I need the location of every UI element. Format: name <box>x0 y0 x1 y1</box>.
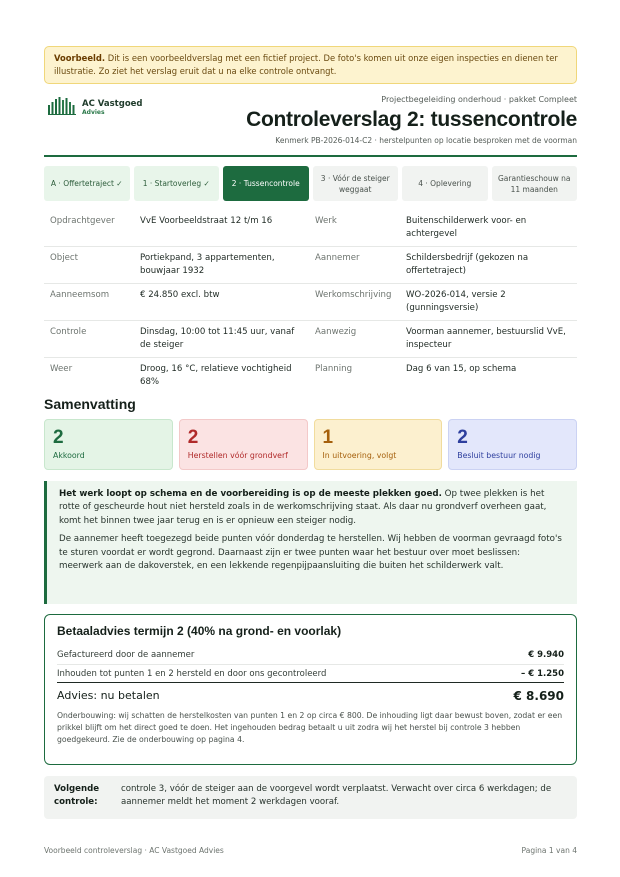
title-divider <box>44 155 577 157</box>
info-key: Werkomschrijving <box>309 284 400 321</box>
logo-subtitle: Advies <box>82 109 105 116</box>
progress-stepper <box>44 166 577 201</box>
status-card-besluit <box>448 419 577 470</box>
step-oplevering: 4 · Oplevering <box>402 166 488 201</box>
info-value: Buitenschilderwerk voor- en achtergevel <box>400 210 577 247</box>
info-value: Droog, 16 °C, relatieve vochtigheid 68% <box>140 364 292 387</box>
project-info-table <box>44 210 577 394</box>
step-startoverleg: 1 · Startoverleg ✓ <box>134 166 220 201</box>
payment-row-label: Gefactureerd door de aannemer <box>57 650 195 660</box>
step-offertetraject: A · Offertetraject ✓ <box>44 166 130 201</box>
info-value: € 24.850 excl. btw <box>134 284 309 321</box>
info-key: Controle <box>44 321 134 358</box>
status-count: 2 <box>187 427 199 448</box>
next-inspection-text: controle 3, vóór de steiger aan de voorgevel wordt verplaatst. Verwacht over circa 6 werkdagen; de aannemer meldt het moment 2 werkdagen vooraf. <box>121 784 552 807</box>
status-count: 1 <box>322 427 334 448</box>
info-key: Opdrachtgever <box>44 210 134 247</box>
status-label: Akkoord <box>53 451 85 460</box>
footer-title: Voorbeeld controleverslag · AC Vastgoed Advies <box>44 846 224 855</box>
summary-paragraph-2: De aannemer heeft toegezegd beide punten vóór donderdag te herstellen. Wij hebben de voorman gevraagd foto's te sturen voordat er wordt gegrond. Daarnaast zijn er twee punten waar het bestuur over moet beslissen: meerwerk aan de dakoverstek, en een lekkende regenpijpaansluiting die buiten het schilderwerk valt. <box>59 534 562 572</box>
status-card-herstellen <box>179 419 308 470</box>
payment-row-amount: € 9.940 <box>528 650 564 660</box>
status-cards <box>44 419 577 470</box>
page-title: Controleverslag 2: tussencontrole <box>246 108 577 131</box>
info-key: Werk <box>309 210 400 247</box>
status-count: 2 <box>53 427 64 448</box>
info-key: Aanneemsom <box>44 284 134 321</box>
info-key: Planning <box>315 364 353 374</box>
payment-row-amount: – € 1.250 <box>521 669 564 679</box>
step-tussencontrole: 2 · Tussencontrole <box>223 166 309 201</box>
reference-line: Kenmerk PB-2026-014-C2 · herstelpunten op locatie besproken met de voorman <box>275 136 577 145</box>
info-value: VvE Voorbeeldstraat 12 t/m 16 <box>134 210 309 247</box>
info-key: Object <box>44 247 134 284</box>
summary-lead: Het werk loopt op schema en de voorbereiding is op de meeste plekken goed. <box>59 489 442 499</box>
info-key: Weer <box>50 364 73 374</box>
payment-total-amount: € 8.690 <box>513 689 564 703</box>
payment-total-label: Advies: nu betalen <box>57 689 160 702</box>
step-garantieschouw: Garantieschouw na 11 maanden <box>492 166 578 201</box>
next-inspection-label: Volgende controle: <box>54 784 100 807</box>
next-inspection-box <box>44 776 577 819</box>
status-card-akkoord <box>44 419 173 470</box>
info-value: Schildersbedrijf (gekozen na offertetraject) <box>400 247 577 284</box>
banner-bold: Voorbeeld. <box>54 53 106 63</box>
info-value: Voorman aannemer, bestuurslid VvE, inspecteur <box>400 321 577 358</box>
logo-name: AC Vastgoed <box>82 99 143 109</box>
payment-row <box>57 646 564 665</box>
payment-row-label: Inhouden tot punten 1 en 2 hersteld en door ons gecontroleerd <box>57 669 327 679</box>
table-row <box>44 284 577 321</box>
table-row <box>44 247 577 284</box>
status-count: 2 <box>457 427 468 448</box>
info-value: Dag 6 van 15, op schema <box>406 364 517 374</box>
payment-note: Onderbouwing: wij schatten de herstelkosten van punten 1 en 2 op circa € 800. De inhouding ligt daar bewust boven, zodat er een prikkel blijft om het direct goed te doen. Het ingehouden bedrag betaalt u uit zodra wij het herstel bij controle 3 hebben goedgekeurd. Zie de onderbouwing op pagina 4. <box>57 711 563 744</box>
company-logo <box>48 96 188 118</box>
summary-text-block <box>44 481 577 604</box>
payment-advice-box <box>44 614 577 765</box>
payment-total <box>57 682 564 707</box>
table-row <box>44 358 577 395</box>
example-banner <box>44 46 577 84</box>
payment-title: Betaaladvies termijn 2 (40% na grond- en voorlak) <box>57 624 342 638</box>
status-label: Besluit bestuur nodig <box>457 451 541 460</box>
step-steiger: 3 · Vóór de steiger weggaat <box>313 166 399 201</box>
summary-body: Op twee plekken is het rotte of gescheurde hout niet hersteld zoals in de werkomschrijving staat. Als daar nu grondverf overheen gaat, komt het binnen twee jaar terug en is er opnieuw een steiger nodig. <box>59 489 547 526</box>
info-key: Aanwezig <box>309 321 400 358</box>
banner-text: Dit is een voorbeeldverslag met een fictief project. De foto's komen uit onze eigen inspecties en dienen ter illustratie. Zo ziet het verslag eruit dat u na elke controle ontvangt. <box>54 53 558 76</box>
package-label: Projectbegeleiding onderhoud · pakket Compleet <box>381 95 577 104</box>
page-number: Pagina 1 van 4 <box>521 846 577 855</box>
status-card-in-uitvoering <box>314 419 443 470</box>
status-label: In uitvoering, volgt <box>322 451 397 460</box>
info-value: Dinsdag, 10:00 tot 11:45 uur, vanaf de steiger <box>134 321 309 358</box>
info-value: WO-2026-014, versie 2 (gunningsversie) <box>400 284 577 321</box>
table-row <box>44 210 577 247</box>
payment-row <box>57 665 564 683</box>
summary-paragraph-1 <box>59 488 565 528</box>
table-row <box>44 321 577 358</box>
summary-heading: Samenvatting <box>44 396 136 412</box>
status-label: Herstellen vóór grondverf <box>187 451 288 460</box>
info-value: Portiekpand, 3 appartementen, bouwjaar 1932 <box>134 247 309 284</box>
info-key: Aannemer <box>309 247 400 284</box>
building-bars-icon <box>48 97 78 115</box>
